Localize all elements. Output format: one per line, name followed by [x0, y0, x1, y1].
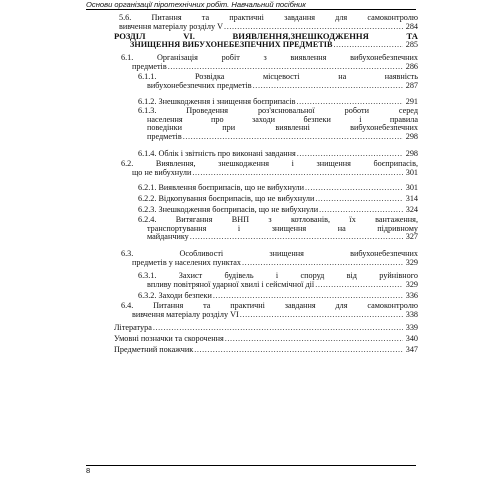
toc-entry-label: 6.3.2. Заходи безпеки	[138, 291, 212, 300]
toc-entry-6-1-4[interactable]	[138, 150, 418, 159]
header-rule	[86, 9, 416, 10]
toc-page-number: 314	[405, 194, 418, 203]
toc-dot-leader	[315, 195, 403, 204]
toc-entry-6-3-1[interactable]	[138, 272, 418, 289]
toc-dot-leader	[333, 41, 403, 50]
toc-entry-6-2-1[interactable]	[138, 184, 418, 193]
toc-dot-leader	[183, 133, 403, 142]
toc-dot-leader	[305, 184, 403, 193]
toc-dot-leader	[242, 259, 403, 268]
toc-page-number: 329	[405, 257, 418, 267]
toc-entry-label: предметів	[132, 61, 167, 71]
toc-entry-6-1-2[interactable]	[138, 98, 418, 107]
toc-entry-label: Предметний покажчик	[114, 345, 194, 354]
toc-entry-line: поведінки при виявленні вибухонебезпечних	[147, 124, 418, 133]
toc-dot-leader	[194, 346, 403, 355]
toc-entry-line: 6.1.3. Проведення роз'яснювальної роботи серед	[138, 107, 418, 115]
toc-page-number: 285	[405, 39, 418, 49]
toc-entry-6-1-1[interactable]	[138, 73, 418, 90]
toc-page-number: 291	[405, 97, 418, 106]
toc-entry-line: 6.3.1. Захист будівель і споруд від руйнівного	[138, 272, 418, 280]
toc-dot-leader	[168, 63, 403, 72]
toc-entry-line: РОЗДІЛ VI. ВИЯВЛЕННЯ,ЗНЕШКОДЖЕННЯ ТА	[114, 32, 418, 41]
toc-entry-chapter-6[interactable]	[114, 32, 418, 49]
toc-entry-line: 6.2. Виявлення, знешкодження і знищення боєприпасів,	[121, 160, 418, 168]
toc-entry-label: 6.2.2. Відкопування боєприпасів, що не вибухнули	[138, 194, 315, 203]
toc-page-number: 287	[405, 80, 418, 90]
toc-entry-line: 6.3. Особливості знищення вибухонебезпечних	[121, 250, 418, 258]
toc-entry-label: вивчення матеріалу розділу V	[119, 21, 224, 31]
toc-page-number: 329	[405, 279, 418, 289]
toc-entry-6-4[interactable]	[121, 302, 418, 319]
toc-page-number: 347	[405, 345, 418, 354]
toc-entry-6-3[interactable]	[121, 250, 418, 267]
toc-entry-6-1[interactable]	[121, 54, 418, 71]
running-header: Основи організації піротехнічних робіт. Навчальний посібник	[86, 0, 306, 9]
page-number: 8	[86, 466, 91, 475]
toc-entry-line: населення про заходи безпеки і правила	[147, 115, 418, 124]
toc-page-number: 338	[405, 309, 418, 319]
toc-entry-6-2-4[interactable]	[138, 216, 418, 242]
toc-page-number: 324	[405, 205, 418, 214]
toc-entry-label: Література	[114, 323, 152, 332]
toc-entry-line: 6.1.1. Розвідка місцевості на наявність	[138, 73, 418, 81]
toc-entry-label: предметів у населених пунктах	[132, 257, 242, 267]
toc-entry-label: Умовні позначки та скорочення	[114, 334, 224, 343]
toc-dot-leader	[213, 292, 403, 301]
toc-entry-6-3-2[interactable]	[138, 292, 418, 301]
toc-entry-line: 5.6. Питання та практичні завдання для самоконтролю	[119, 14, 418, 22]
toc-dot-leader	[297, 98, 404, 107]
toc-entry-label: вибухонебезпечних предметів	[147, 80, 252, 90]
toc-page-number: 336	[405, 291, 418, 300]
toc-page-number: 284	[405, 21, 418, 31]
toc-dot-leader	[153, 324, 403, 333]
toc-entry-subject-index[interactable]	[114, 346, 418, 355]
toc-page-number: 286	[405, 61, 418, 71]
toc-page-number: 327	[405, 232, 418, 242]
toc-entry-5-6[interactable]	[114, 14, 418, 31]
toc-dot-leader	[192, 169, 403, 178]
toc-page-number: 340	[405, 334, 418, 343]
toc-entry-label: ЗНИЩЕННЯ ВИБУХОНЕБЕЗПЕЧНИХ ПРЕДМЕТІВ	[130, 39, 333, 49]
toc-page-number: 301	[405, 183, 418, 192]
toc-entry-literature[interactable]	[114, 324, 418, 333]
toc-dot-leader	[297, 150, 403, 159]
toc-dot-leader	[190, 233, 403, 242]
toc-entry-label: впливу повітряної ударної хвилі і сейсмічної дії	[147, 279, 315, 289]
toc-entry-label: 6.2.1. Виявлення боєприпасів, що не вибухнули	[138, 183, 305, 192]
toc-entry-6-1-3[interactable]	[138, 107, 418, 141]
toc-entry-label: вивчення матеріалу розділу VI	[132, 309, 239, 319]
toc-dot-leader	[240, 311, 403, 320]
toc-dot-leader	[224, 23, 403, 32]
toc-dot-leader	[225, 335, 403, 344]
footer-rule	[86, 465, 416, 466]
toc-entry-label: 6.2.3. Знешкодження боєприпасів, що не вибухнули	[138, 205, 319, 214]
toc-page-number: 339	[405, 323, 418, 332]
toc-entry-label: що не вибухнули	[132, 167, 192, 177]
toc-entry-label: 6.1.4. Облік і звітність про виконані завдання	[138, 149, 296, 158]
toc-page-number: 298	[405, 131, 418, 141]
toc-entry-6-2-3[interactable]	[138, 206, 418, 215]
toc-entry-label: предметів	[147, 131, 182, 141]
toc-entry-line: 6.4. Питання та практичні завдання для самоконтролю	[121, 302, 418, 310]
toc-entry-label: майданчику	[147, 232, 189, 242]
toc-dot-leader	[315, 281, 403, 290]
toc-entry-line: 6.1. Організація робіт з виявлення вибухонебезпечних	[121, 54, 418, 62]
toc-entry-6-2-2[interactable]	[138, 195, 418, 204]
toc-entry-line: 6.2.4. Витягання ВНП з котлованів, їх вантаження,	[138, 216, 418, 224]
toc-page-number: 298	[405, 149, 418, 158]
toc-entry-6-2[interactable]	[121, 160, 418, 177]
toc-dot-leader	[253, 82, 403, 91]
toc-entry-line: транспортування і знищення на підривному	[147, 224, 418, 233]
toc-dot-leader	[319, 206, 403, 215]
toc-entry-abbreviations[interactable]	[114, 335, 418, 344]
toc-page-number: 301	[405, 167, 418, 177]
toc-entry-label: 6.1.2. Знешкодження і знищення боєприпасів	[138, 97, 296, 106]
